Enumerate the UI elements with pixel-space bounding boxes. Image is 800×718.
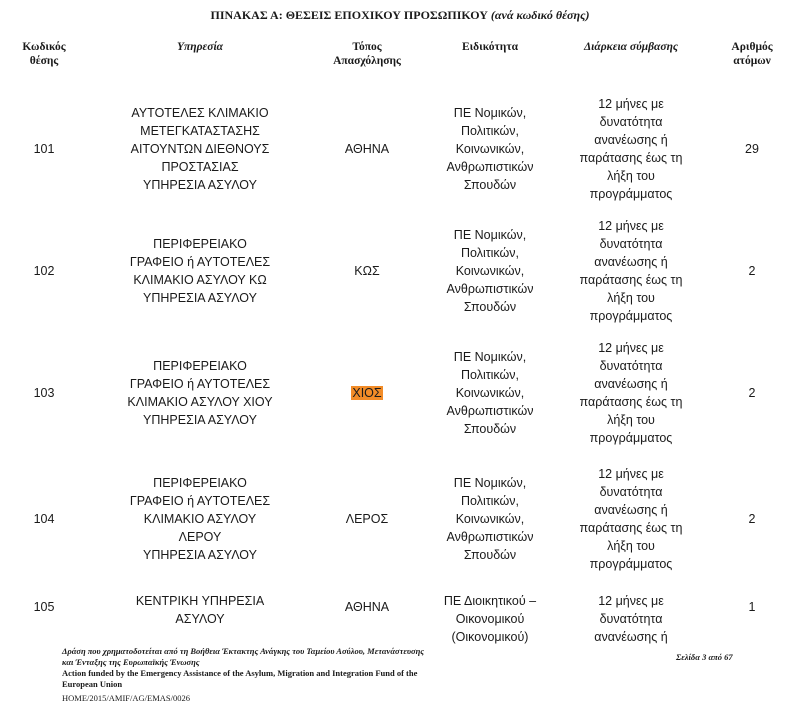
header-service: Υπηρεσία xyxy=(176,41,223,53)
table-subtitle: (ανά κωδικό θέσης) xyxy=(490,8,590,22)
specialty-cell: ΠΕ Νομικών, Πολιτικών, Κοινωνικών, Ανθρωπιστικών Σπουδών xyxy=(446,476,534,562)
service-cell: ΠΕΡΙΦΕΡΕΙΑΚΟ ΓΡΑΦΕΙΟ ή ΑΥΤΟΤΕΛΕΣ ΚΛΙΜΑΚΙΟ ΑΣΥΛΟΥ ΚΩ ΥΠΗΡΕΣΙΑ ΑΣΥΛΟΥ xyxy=(129,237,271,305)
count-cell: 2 xyxy=(748,264,756,278)
specialty-cell: ΠΕ Νομικών, Πολιτικών, Κοινωνικών, Ανθρωπιστικών Σπουδών xyxy=(446,350,534,436)
place-cell: ΑΘΗΝΑ xyxy=(344,600,390,614)
header-specialty: Ειδικότητα xyxy=(461,41,519,53)
specialty-cell: ΠΕ Διοικητικού – Οικονομικού (Οικονομικού) xyxy=(443,594,537,644)
funding-footer xyxy=(62,646,482,704)
table-title: ΠΙΝΑΚΑΣ Α: ΘΕΣΕΙΣ ΕΠΟΧΙΚΟΥ ΠΡΟΣΩΠΙΚΟΥ xyxy=(210,8,488,22)
footer-greek-line-2: και Ένταξης της Ευρωπαϊκής Ένωσης xyxy=(62,657,200,667)
header-place: Τόπος Απασχόλησης xyxy=(333,41,401,67)
positions-table xyxy=(0,36,800,654)
page-title xyxy=(0,8,800,23)
count-cell: 2 xyxy=(748,386,756,400)
table-row xyxy=(0,210,800,332)
position-code: 105 xyxy=(33,600,55,614)
count-cell: 2 xyxy=(748,512,756,526)
table-row xyxy=(0,584,800,654)
count-cell: 29 xyxy=(745,142,759,156)
place-cell: ΛΕΡΟΣ xyxy=(345,512,389,526)
duration-cell: 12 μήνες με δυνατότητα ανανέωσης ή παράτασης έως τη λήξη του προγράμματος xyxy=(579,467,683,571)
duration-cell: 12 μήνες με δυνατότητα ανανέωσης ή παράτασης έως τη λήξη του προγράμματος xyxy=(579,219,683,323)
duration-cell: 12 μήνες με δυνατότητα ανανέωσης ή xyxy=(594,594,668,644)
place-cell: ΚΩΣ xyxy=(354,264,380,278)
service-cell: ΠΕΡΙΦΕΡΕΙΑΚΟ ΓΡΑΦΕΙΟ ή ΑΥΤΟΤΕΛΕΣ ΚΛΙΜΑΚΙΟ ΑΣΥΛΟΥ ΛΕΡΟΥ ΥΠΗΡΕΣΙΑ ΑΣΥΛΟΥ xyxy=(129,476,271,562)
position-code: 101 xyxy=(33,142,55,156)
page-number: Σελίδα 3 από 67 xyxy=(676,652,733,662)
footer-reference: HOME/2015/AMIF/AG/EMAS/0026 xyxy=(62,693,190,703)
table-row xyxy=(0,88,800,210)
count-cell: 1 xyxy=(748,600,756,614)
duration-cell: 12 μήνες με δυνατότητα ανανέωσης ή παράτασης έως τη λήξη του προγράμματος xyxy=(579,341,683,445)
service-cell: ΚΕΝΤΡΙΚΗ ΥΠΗΡΕΣΙΑ ΑΣΥΛΟΥ xyxy=(135,594,265,626)
footer-english-line-1: Action funded by the Emergency Assistance of the Asylum, Migration and Integration Fund of the xyxy=(62,668,418,678)
header-count: Αριθμός ατόμων xyxy=(731,41,773,67)
table-row xyxy=(0,454,800,584)
place-cell: ΑΘΗΝΑ xyxy=(344,142,390,156)
footer-english-line-2: European Union xyxy=(62,679,123,689)
header-duration: Διάρκεια σύμβασης xyxy=(583,41,679,53)
table-row xyxy=(0,332,800,454)
position-code: 102 xyxy=(33,264,55,278)
footer-greek-line-1: Δράση που χρηματοδοτείται από τη Βοήθεια Έκτακτης Ανάγκης του Ταμείου Ασύλου, Μετανάστευσης xyxy=(62,646,425,656)
service-cell: ΑΥΤΟΤΕΛΕΣ ΚΛΙΜΑΚΙΟ ΜΕΤΕΓΚΑΤΑΣΤΑΣΗΣ ΑΙΤΟΥΝΤΩΝ ΔΙΕΘΝΟΥΣ ΠΡΟΣΤΑΣΙΑΣ ΥΠΗΡΕΣΙΑ ΑΣΥΛΟΥ xyxy=(130,106,270,192)
position-code: 103 xyxy=(33,386,55,400)
place-cell xyxy=(312,332,422,454)
specialty-cell: ΠΕ Νομικών, Πολιτικών, Κοινωνικών, Ανθρωπιστικών Σπουδών xyxy=(446,106,534,192)
highlighted-place: ΧΙΟΣ xyxy=(352,386,382,400)
specialty-cell: ΠΕ Νομικών, Πολιτικών, Κοινωνικών, Ανθρωπιστικών Σπουδών xyxy=(446,228,534,314)
duration-cell: 12 μήνες με δυνατότητα ανανέωσης ή παράτασης έως τη λήξη του προγράμματος xyxy=(579,97,683,201)
table-header-row xyxy=(0,36,800,88)
header-code: Κωδικός θέσης xyxy=(22,41,66,67)
service-cell: ΠΕΡΙΦΕΡΕΙΑΚΟ ΓΡΑΦΕΙΟ ή ΑΥΤΟΤΕΛΕΣ ΚΛΙΜΑΚΙΟ ΑΣΥΛΟΥ ΧΙΟΥ ΥΠΗΡΕΣΙΑ ΑΣΥΛΟΥ xyxy=(127,359,273,427)
position-code: 104 xyxy=(33,512,55,526)
